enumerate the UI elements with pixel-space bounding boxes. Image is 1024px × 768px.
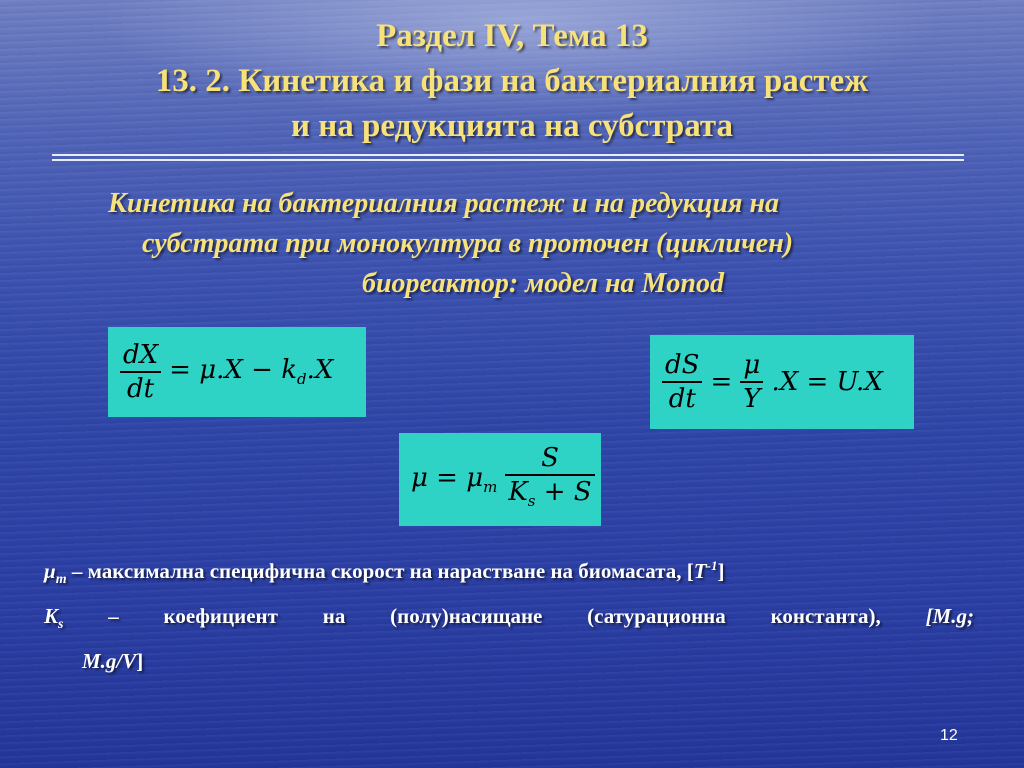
ks-unit-2: M.g/V [82, 649, 137, 674]
equals-sign: = [710, 367, 733, 397]
mu-unit-exponent: -1 [706, 558, 718, 573]
fraction-denominator: dt [127, 373, 155, 404]
fraction-denominator [505, 476, 594, 517]
ks-symbol: K [508, 476, 528, 507]
rhs-text: = μ.X − k [169, 355, 297, 386]
equation-rhs: .X = U.X [771, 367, 883, 397]
page-number: 12 [940, 727, 958, 744]
subtitle-line-1: Кинетика на бактериалния растеж и на редукция на [108, 188, 780, 219]
fraction-numerator: S [541, 443, 559, 474]
title-line-3: и на редукцията на субстрата [291, 108, 733, 144]
mu-lhs [411, 463, 497, 496]
rhs-tail: .X [306, 355, 334, 386]
fraction-denominator: Y [743, 383, 761, 414]
lhs-text: μ = μ [411, 462, 484, 493]
monod-equation-box [399, 433, 601, 526]
fraction-numerator: dS [665, 350, 700, 381]
ds-dt-fraction [662, 349, 702, 415]
biomass-equation-box [108, 327, 366, 417]
mu-subscript: m [55, 572, 67, 588]
den-tail: + S [543, 476, 592, 507]
mu-m-subscript: m [483, 478, 498, 497]
mu-definition-text: – максимална специфична скорост на нарастване на биомасата, [ [71, 559, 694, 583]
definition-ks [44, 598, 974, 643]
equation-rhs [169, 355, 333, 388]
k-symbol: K [44, 604, 59, 629]
subtitle-line-3: биореактор: модел на Monod [362, 268, 724, 299]
fraction-numerator: dX [123, 340, 159, 371]
dx-dt-fraction [120, 339, 161, 405]
title-line-2: 13. 2. Кинетика и фази на бактериалния растеж [155, 63, 869, 99]
k-subscript: s [58, 617, 64, 633]
ks-word: – [108, 604, 119, 629]
definition-ks-continued [44, 643, 974, 679]
divider-line-top [52, 154, 964, 156]
subtitle [108, 184, 938, 304]
ks-unit: [M.g; [925, 604, 974, 629]
definitions [44, 548, 974, 679]
mu-y-fraction [740, 349, 763, 415]
title-line-1: Раздел IV, Тема 13 [376, 18, 648, 54]
fraction-denominator: dt [668, 383, 696, 414]
divider-line-bottom [52, 159, 964, 161]
ks-subscript: s [527, 491, 536, 510]
ks-word: константа), [770, 604, 881, 629]
substrate-equation-box [650, 335, 914, 429]
kd-subscript: d [296, 370, 307, 389]
definition-mu-m [44, 548, 974, 598]
ks-word: (сатурационна [587, 604, 726, 629]
ks-word: коефициент [163, 604, 278, 629]
mu-symbol: μ [44, 559, 56, 583]
mu-close-bracket: ] [717, 559, 725, 583]
fraction-numerator: μ [743, 350, 761, 381]
ks-word: (полу)насищане [390, 604, 543, 629]
ks-word: на [322, 604, 346, 629]
mu-unit: T [693, 559, 707, 583]
ks-close-bracket: ] [136, 649, 144, 674]
monod-fraction [505, 442, 594, 517]
subtitle-line-2: субстрата при монокултура в проточен (цикличен) [142, 228, 794, 259]
slide-title [0, 14, 1024, 149]
